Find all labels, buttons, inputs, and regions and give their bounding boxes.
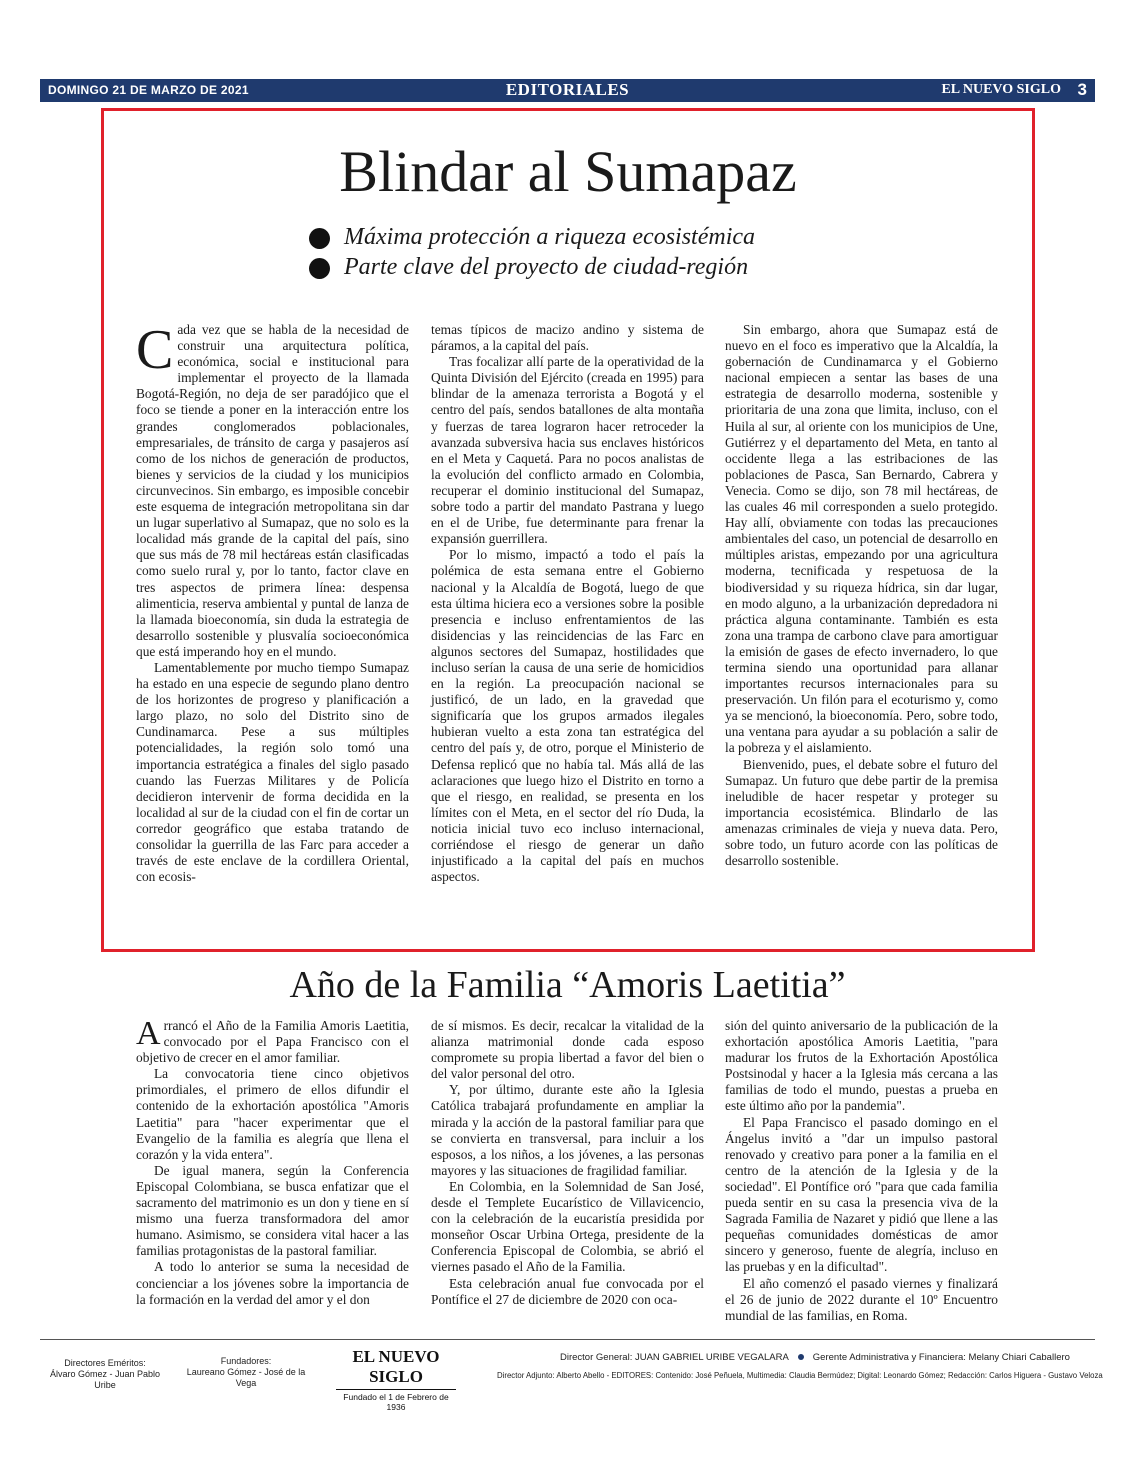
paper-name: EL NUEVO SIGLO: [941, 82, 1061, 97]
paragraph: Bienvenido, pues, el debate sobre el futuro del Sumapaz. Un futuro que debe partir de la premisa ineludible de hacer respetar y proteger su importancia ecosistémica. Blindarlo de las amenazas criminales de vieja y nueva data. Pero, sobre todo, un futuro acorde con las políticas de desarrollo sostenible.: [725, 756, 998, 869]
page-header-bar: [40, 79, 1095, 102]
paragraph: Esta celebración anual fue convocada por el Pontífice el 27 de diciembre de 2020 con oca-: [431, 1275, 704, 1307]
paragraph: Sin embargo, ahora que Sumapaz está de nuevo en el foco es imperativo que la Alcaldía, la gobernación de Cundinamarca y el Gobierno nacional empiecen a sentar las bases de una estrategia de desarrollo moderna, sostenible y prioritaria de una zona que limita, incluso, con el Huila al sur, al oriente con los municipios de Une, Gutiérrez y el departamento del Meta, en tanto al occidente llega a las estribaciones de las poblaciones de Pasca, San Bernardo, Cabrera y Venecia. Como se dijo, son 78 mil hectáreas, de las cuales 46 mil corresponden a suelo protegido. Hay allí, obviamente con todas las precauciones ambientales del caso, un potencial de desarrollo en múltiples aristas, empezando por una agricultura moderna, tecnificada y respetuosa de la biodiversidad y su riqueza hídrica, sin dar lugar, en modo alguno, a la urbanización depredadora ni práctica alguna contaminante. También es esta zona una trampa de carbono clave para amortiguar la emisión de gases de efecto invernadero, lo que termina siendo una oportunidad para allanar importantes recursos internacionales para su preservación. Un filón para el ecoturismo y, como ya se mencionó, la bioeconomía. Pero, sobre todo, una ventana para ayudar a su población a salir de la pobreza y el aislamiento.: [725, 322, 998, 756]
footer-divider: [40, 1339, 1095, 1340]
subhead-item: Parte clave del proyecto de ciudad-región: [309, 252, 755, 282]
editorial-column-2: [431, 322, 704, 885]
paragraph: A todo lo anterior se suma la necesidad de concienciar a los jóvenes sobre la importancia de la formación en la verdad del amor y el don: [136, 1259, 409, 1307]
drop-cap: C: [136, 319, 174, 381]
page-number: 3: [1077, 80, 1087, 99]
bullet-icon: [309, 258, 330, 279]
footer-logo: EL NUEVO SIGLO Fundado el 1 de Febrero de 1936: [336, 1347, 456, 1412]
editorial-column-1: [136, 319, 409, 885]
paragraph: Por lo mismo, impactó a todo el país la polémica de esta semana entre el Gobierno nacional y la Alcaldía de Bogotá, luego de que esta última hiciera eco a versiones sobre la posible presencia e incluso enfrentamientos de las disidencias y las reincidencias de las Farc en algunos sectores del Sumapaz, hostilidades que incluso serían la causa de una serie de homicidios en la región. La preocupación nacional se justificó, de un lado, en la gravedad que significaría que los grupos armados ilegales hubieran vuelto a esta zona tan estratégica del centro del país y, de otro, porque el Ministerio de Defensa replicó que no había tal. Más allá de las aclaraciones que luego hizo el Distrito en torno a que el riesgo, en realidad, se presenta en los límites con el Meta, en el sector del río Duda, la noticia inicial tuvo eco incluso internacional, corriéndose el riesgo de generar un daño injustificado a la capital del país en muchos aspectos.: [431, 547, 704, 885]
paragraph: temas típicos de macizo andino y sistema de páramos, a la capital del país.: [431, 322, 704, 354]
paragraph: El año comenzó el pasado viernes y finalizará el 26 de junio de 2022 durante el 10º Encuentro mundial de las familias, en Roma.: [725, 1275, 998, 1323]
separator-dot-icon: [798, 1354, 804, 1360]
article-column-3: [725, 1018, 998, 1324]
section-title: EDITORIALES: [505, 80, 630, 99]
article-title: Año de la Familia “Amoris Laetitia”: [289, 964, 846, 1006]
paragraph: El Papa Francisco el pasado domingo en el Ángelus invitó a "dar un impulso pastoral renovado y creativo para poner a la familia en el centro de la atención de la Iglesia y de la sociedad". El Pontífice oró "para que cada familia pueda sentir en su casa la presencia viva de la Sagrada Familia de Nazaret y pidió que llene a las pequeñas comunidades domésticas de amor sincero y generoso, fuente de alegría, incluso en las pruebas y en la dificultad".: [725, 1114, 998, 1275]
editorial-subheads: [309, 222, 755, 282]
paragraph: La convocatoria tiene cinco objetivos primordiales, el primero de ellos difundir el contenido de la exhortación apostólica "Amoris Laetitia" para "hacer experimentar que el Evangelio de la familia es alegría que llena el corazón y la vida entera".: [136, 1066, 409, 1162]
subhead-item: Máxima protección a riqueza ecosistémica: [309, 222, 755, 252]
paragraph: sión del quinto aniversario de la publicación de la exhortación apostólica Amoris Laetitia, "para madurar los frutos de la Exhortación Apostólica Postsinodal y hacer a la Iglesia más cercana a las familias de todo el mundo, puestas a prueba en este último año por la pandemia".: [725, 1018, 998, 1114]
paragraph: Cada vez que se habla de la necesidad de construir una arquitectura política, económica, social e institucional para implementar el proyecto de la llamada Bogotá-Región, no deja de ser paradójico que el foco se tiende a poner en la interacción entre los grandes conglomerados poblacionales, empresariales, de tránsito de carga y pasajeros así como de los nichos de generación de productos, bienes y servicios de la ciudad y los municipios circunvecinos. Sin embargo, es imposible concebir este esquema de integración metropolitana sin dar un lugar superlativo al Sumapaz, que no solo es la localidad más grande de la capital del país, sino que sus más de 78 mil hectáreas están clasificadas como suelo rural y, por lo tanto, factor clave en tres aspectos de primera línea: despensa alimenticia, reserva ambiental y puntal de lanza de la llamada bioeconomía, sin duda la estrategia de desarrollo sostenible y plusvalía socioeconómica que está imperando hoy en el mundo.: [136, 319, 409, 659]
paragraph: Arrancó el Año de la Familia Amoris Laetitia, convocado por el Papa Francisco con el objetivo de crecer en el amor familiar.: [136, 1015, 409, 1066]
footer-staff-line: Director General: JUAN GABRIEL URIBE VEGALARA Gerente Administrativa y Financiera: Melany Chiari Caballero: [560, 1352, 1070, 1363]
footer-directores: Directores Eméritos: Álvaro Gómez - Juan Pablo Uribe: [49, 1358, 161, 1390]
issue-date: DOMINGO 21 DE MARZO DE 2021: [48, 83, 249, 97]
footer-editors-line: Director Adjunto: Alberto Abello - EDITORES: Contenido: José Peñuela, Multimedia: Claudia Bermúdez; Digital: Leonardo Gómez; Redacción: Carlos Higuera - Gustavo Veloza: [497, 1371, 1103, 1380]
editorial-column-3: [725, 322, 998, 869]
paragraph: Tras focalizar allí parte de la operatividad de la Quinta División del Ejército (creada en 1995) para blindar de la amenaza terrorista a Bogotá y el centro del país, sendos batallones de alta montaña y fuerzas de tarea lograron hacer retroceder la avanzada subversiva hacia sus enclaves históricos en el Meta y Caquetá. Para no pocos analistas de la evolución del conflicto armado en Colombia, recuperar el dominio institucional del Sumapaz, sobre todo a partir del mandato Pastrana y luego en el de Uribe, fue determinante para frenar la expansión guerrillera.: [431, 354, 704, 547]
paragraph: Y, por último, durante este año la Iglesia Católica trabajará profundamente en ampliar la mirada y la acción de la pastoral familiar para que se convierta en transversal, para incluir a los esposos, a los niños, a los jóvenes, a las personas mayores y las situaciones de fragilidad familiar.: [431, 1082, 704, 1178]
article-column-1: [136, 1015, 409, 1308]
editorial-title: Blindar al Sumapaz: [339, 139, 797, 204]
paragraph: Lamentablemente por mucho tiempo Sumapaz ha estado en una especie de segundo plano dentro de los horizontes de progreso y planificación a largo plazo, no solo del Distrito sino de Cundinamarca. Pese a sus múltiples potencialidades, la región solo tomó una importancia estratégica a finales del siglo pasado cuando las Fuerzas Militares y de Policía decidieron intervenir de forma decidida en la localidad al sur de la ciudad con el fin de cortar un corredor geográfico que estaba tratando de consolidar la guerrilla de las Farc para acceder a través de este enclave de la cordillera Oriental, con ecosis-: [136, 659, 409, 885]
footer-fundadores: Fundadores: Laureano Gómez - José de la Vega: [186, 1356, 306, 1388]
article-column-2: [431, 1018, 704, 1308]
bullet-icon: [309, 228, 330, 249]
drop-cap: A: [136, 1015, 161, 1052]
paragraph: En Colombia, en la Solemnidad de San José, desde el Templete Eucarístico de Villavicencio, con la celebración de la eucaristía presidida por monseñor Oscar Urbina Ortega, presidente de la Conferencia Episcopal de Colombia, se abrió el viernes pasado el Año de la Familia.: [431, 1178, 704, 1275]
paragraph: De igual manera, según la Conferencia Episcopal Colombiana, se busca enfatizar que el sacramento del matrimonio es un don y tiene en sí mismo una fuerza transformadora del amor humano. Asimismo, se considera vital hacer a las familias protagonistas de la pastoral familiar.: [136, 1162, 409, 1259]
paragraph: de sí mismos. Es decir, recalcar la vitalidad de la alianza matrimonial donde cada esposo compromete su propia libertad a favor del bien o del valor personal del otro.: [431, 1018, 704, 1082]
